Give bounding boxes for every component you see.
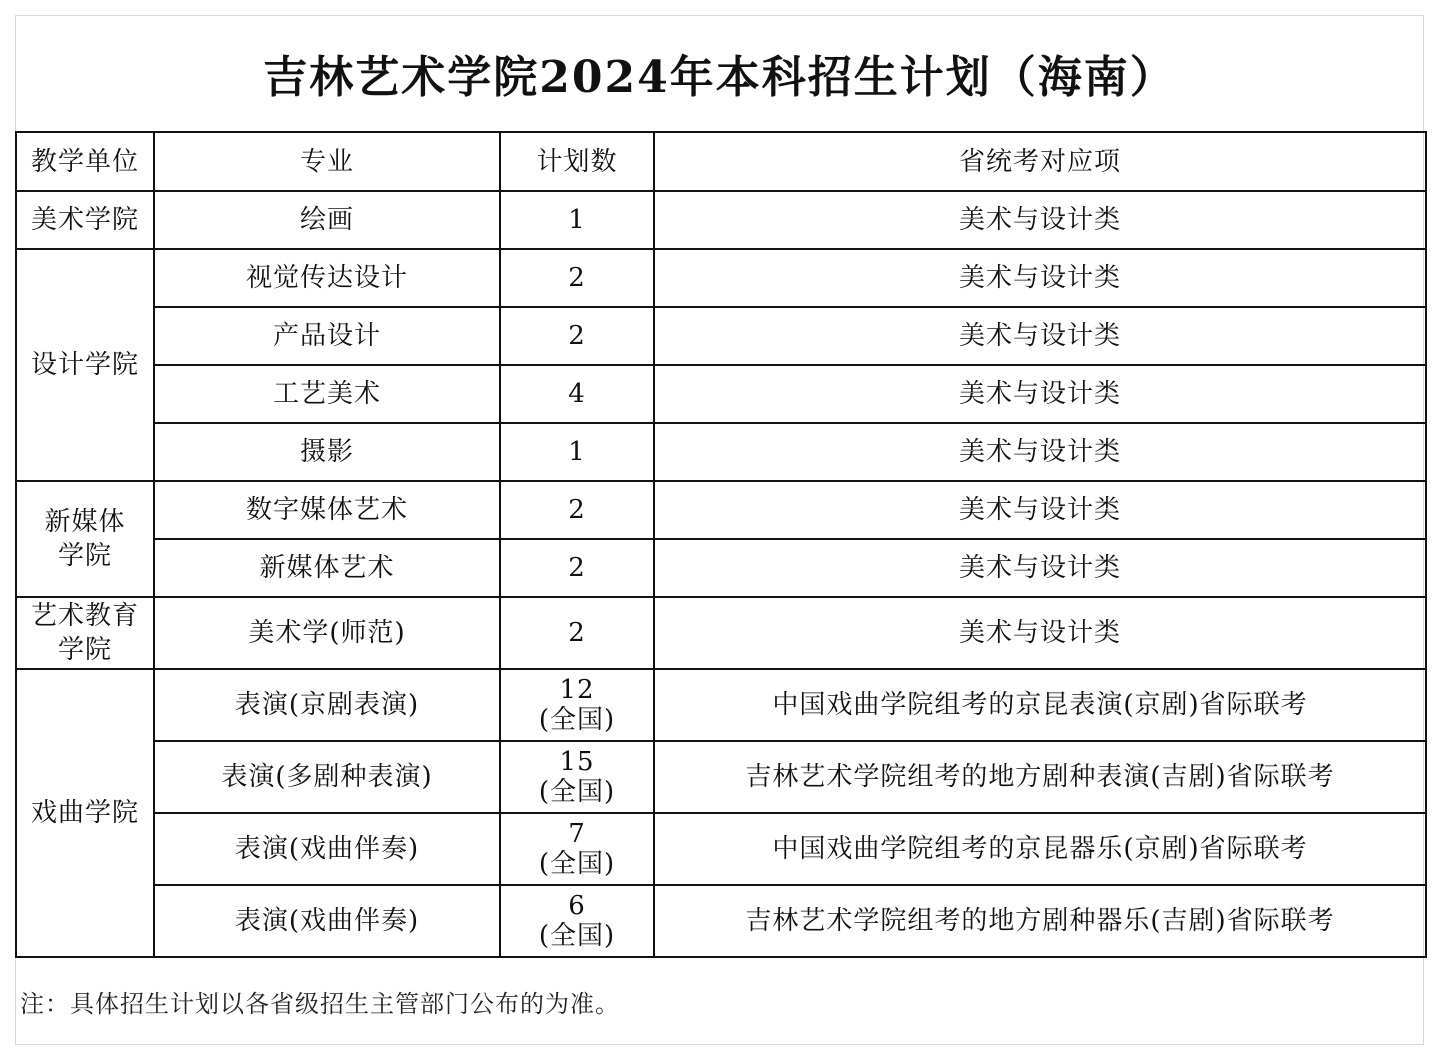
count-cell xyxy=(500,741,654,813)
table-row xyxy=(16,365,1426,423)
count-cell: 2 xyxy=(500,481,654,539)
count-cell: 2 xyxy=(500,307,654,365)
major-cell: 视觉传达设计 xyxy=(154,249,500,307)
major-cell: 数字媒体艺术 xyxy=(154,481,500,539)
count-value: 7 xyxy=(568,819,586,849)
header-exam: 省统考对应项 xyxy=(654,132,1426,191)
count-value: 6 xyxy=(568,891,586,921)
header-count: 计划数 xyxy=(500,132,654,191)
count-value: 15 xyxy=(559,747,595,777)
major-cell: 新媒体艺术 xyxy=(154,539,500,597)
exam-cell: 中国戏曲学院组考的京昆器乐(京剧)省际联考 xyxy=(654,813,1426,885)
count-cell: 2 xyxy=(500,597,654,669)
unit-cell: 设计学院 xyxy=(16,249,154,481)
exam-cell: 美术与设计类 xyxy=(654,481,1426,539)
major-cell: 摄影 xyxy=(154,423,500,481)
count-note: (全国) xyxy=(538,705,616,735)
unit-line: 学院 xyxy=(57,541,112,571)
header-major: 专业 xyxy=(154,132,500,191)
exam-cell: 中国戏曲学院组考的京昆表演(京剧)省际联考 xyxy=(654,669,1426,741)
enrollment-plan-table xyxy=(15,131,1427,958)
page-title: 吉林艺术学院2024年本科招生计划（海南） xyxy=(263,52,1176,103)
count-note: (全国) xyxy=(538,849,616,879)
count-cell: 1 xyxy=(500,191,654,249)
major-cell: 工艺美术 xyxy=(154,365,500,423)
count-cell xyxy=(500,813,654,885)
major-cell: 绘画 xyxy=(154,191,500,249)
count-value: 12 xyxy=(559,675,595,705)
unit-cell: 美术学院 xyxy=(16,191,154,249)
table-row xyxy=(16,249,1426,307)
major-cell: 表演(多剧种表演) xyxy=(154,741,500,813)
unit-line: 艺术教育 xyxy=(30,601,139,631)
major-cell: 表演(戏曲伴奏) xyxy=(154,813,500,885)
unit-cell xyxy=(16,597,154,669)
table-row xyxy=(16,885,1426,957)
exam-cell: 美术与设计类 xyxy=(654,249,1426,307)
table-row xyxy=(16,307,1426,365)
table-header-row xyxy=(16,132,1426,191)
major-cell: 表演(戏曲伴奏) xyxy=(154,885,500,957)
unit-cell xyxy=(16,481,154,597)
exam-cell: 美术与设计类 xyxy=(654,539,1426,597)
unit-cell: 戏曲学院 xyxy=(16,669,154,957)
exam-cell: 美术与设计类 xyxy=(654,423,1426,481)
exam-cell: 美术与设计类 xyxy=(654,365,1426,423)
count-note: (全国) xyxy=(538,921,616,951)
table-row xyxy=(16,813,1426,885)
unit-line: 学院 xyxy=(57,635,112,665)
count-cell: 4 xyxy=(500,365,654,423)
exam-cell: 吉林艺术学院组考的地方剧种器乐(吉剧)省际联考 xyxy=(654,885,1426,957)
table-row xyxy=(16,539,1426,597)
count-note: (全国) xyxy=(538,777,616,807)
table-row xyxy=(16,481,1426,539)
count-cell: 2 xyxy=(500,539,654,597)
table-row xyxy=(16,191,1426,249)
count-cell: 2 xyxy=(500,249,654,307)
major-cell: 产品设计 xyxy=(154,307,500,365)
table-row xyxy=(16,741,1426,813)
count-cell xyxy=(500,669,654,741)
count-cell: 1 xyxy=(500,423,654,481)
unit-line: 新媒体 xyxy=(44,507,126,537)
exam-cell: 美术与设计类 xyxy=(654,307,1426,365)
header-unit: 教学单位 xyxy=(16,132,154,191)
table-row xyxy=(16,423,1426,481)
footnote: 注：具体招生计划以各省级招生主管部门公布的为准。 xyxy=(20,990,620,1018)
count-cell xyxy=(500,885,654,957)
exam-cell: 美术与设计类 xyxy=(654,597,1426,669)
table-row xyxy=(16,669,1426,741)
major-cell: 美术学(师范) xyxy=(154,597,500,669)
exam-cell: 美术与设计类 xyxy=(654,191,1426,249)
exam-cell: 吉林艺术学院组考的地方剧种表演(吉剧)省际联考 xyxy=(654,741,1426,813)
table-row xyxy=(16,597,1426,669)
major-cell: 表演(京剧表演) xyxy=(154,669,500,741)
